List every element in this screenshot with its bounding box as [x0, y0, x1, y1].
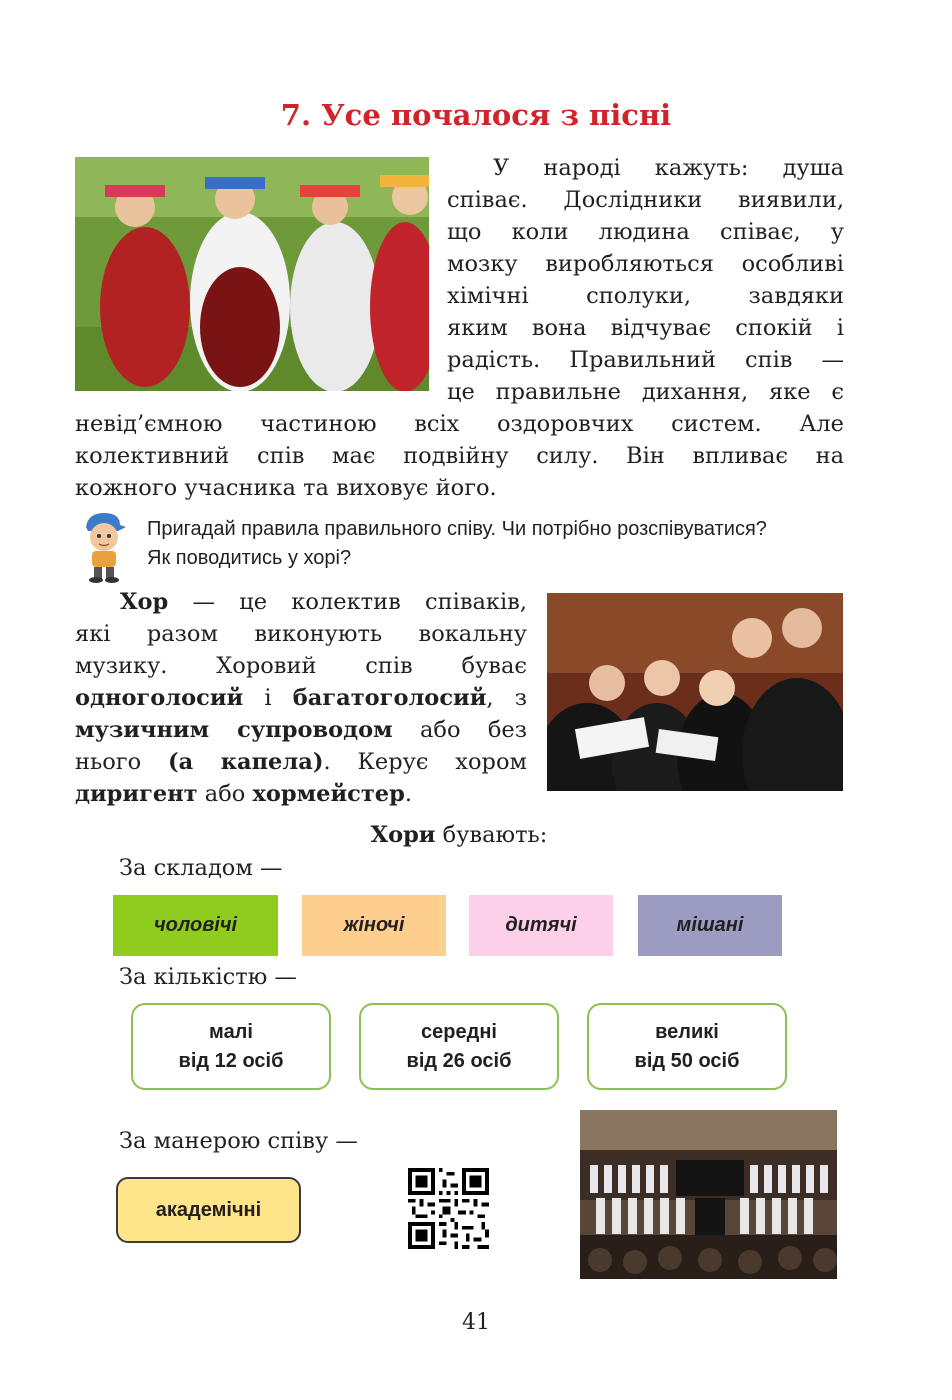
- category-men: чоловічі: [113, 895, 278, 956]
- text-fragment: або: [197, 781, 253, 807]
- qr-code-icon[interactable]: [408, 1168, 489, 1249]
- category-mixed: мішані: [638, 895, 782, 956]
- text-line: невід’ємною частиною всіх оздоровчих систем. Але: [75, 411, 844, 437]
- term-polyphonic: багатоголосий: [292, 685, 487, 711]
- text-fragment: або без: [392, 717, 527, 743]
- text-fragment: — це колектив співаків,: [168, 589, 527, 615]
- term-a-cappella: (а капела): [168, 749, 324, 775]
- size-name: середні: [421, 1020, 497, 1043]
- text-line: це правильне дихання, яке є: [447, 379, 844, 405]
- term-choir: Хор: [120, 589, 169, 615]
- text-line: співає. Дослідники виявили,: [447, 187, 844, 213]
- choir-definition: [75, 586, 527, 810]
- by-manner-label: За манерою співу —: [119, 1128, 358, 1154]
- text-line: мозку виробляються особливі: [447, 251, 844, 277]
- intro-paragraph-right: [447, 152, 844, 408]
- text-line: У народі кажуть: душа: [493, 155, 844, 181]
- text-fragment: .: [404, 781, 412, 807]
- text-line: що коли людина співає, у: [447, 219, 844, 245]
- size-name: великі: [655, 1020, 719, 1043]
- text-fragment: . Керує хором: [323, 749, 527, 775]
- size-range: від 26 осіб: [406, 1049, 512, 1072]
- types-heading: [0, 822, 918, 848]
- by-composition-label: За складом —: [119, 855, 283, 881]
- types-heading-bold: Хори: [370, 822, 436, 848]
- term-conductor: диригент: [75, 781, 198, 807]
- size-small: [131, 1003, 331, 1090]
- intro-paragraph-full: [75, 408, 844, 504]
- text-fragment: і: [243, 685, 293, 711]
- size-name: малі: [209, 1020, 253, 1043]
- text-line: кожного учасника та виховує його.: [75, 475, 497, 501]
- types-heading-rest: бувають:: [435, 822, 548, 848]
- text-line: радість. Правильний спів —: [447, 347, 844, 373]
- text-line: хімічні сполуки, завдяки: [447, 283, 844, 309]
- text-line: музику. Хоровий спів буває: [75, 653, 527, 679]
- question-line: Як поводитись у хорі?: [147, 547, 352, 569]
- thinking-boy-icon: [74, 507, 132, 583]
- size-large: [587, 1003, 787, 1090]
- boys-choir-photo: [547, 593, 843, 791]
- text-line: [75, 778, 527, 810]
- size-range: від 50 осіб: [634, 1049, 740, 1072]
- text-fragment: , з: [486, 685, 527, 711]
- academic-choir-photo: [580, 1110, 837, 1279]
- term-choirmaster: хормейстер: [252, 781, 405, 807]
- text-line: [75, 714, 527, 746]
- text-fragment: нього: [75, 749, 168, 775]
- page-number: 41: [462, 1310, 490, 1335]
- page-title: 7. Усе почалося з пісні: [280, 98, 672, 132]
- text-line: яким вона відчуває спокій і: [447, 315, 844, 341]
- category-women: жіночі: [302, 895, 446, 956]
- manner-academic: академічні: [116, 1177, 301, 1243]
- term-accompaniment: музичним супроводом: [75, 717, 393, 743]
- question-line: Пригадай правила правильного співу. Чи потрібно розспівуватися?: [147, 518, 767, 540]
- question-text: [147, 515, 857, 573]
- folk-girls-photo: [75, 157, 429, 391]
- category-children: дитячі: [469, 895, 613, 956]
- text-line: колективний спів має подвійну силу. Він впливає на: [75, 443, 844, 469]
- size-medium: [359, 1003, 559, 1090]
- text-line: [75, 746, 527, 778]
- text-line: [75, 586, 527, 618]
- text-line: [75, 682, 527, 714]
- size-range: від 12 осіб: [178, 1049, 284, 1072]
- by-count-label: За кількістю —: [119, 964, 297, 990]
- term-monophonic: одноголосий: [75, 685, 244, 711]
- text-line: які разом виконують вокальну: [75, 621, 527, 647]
